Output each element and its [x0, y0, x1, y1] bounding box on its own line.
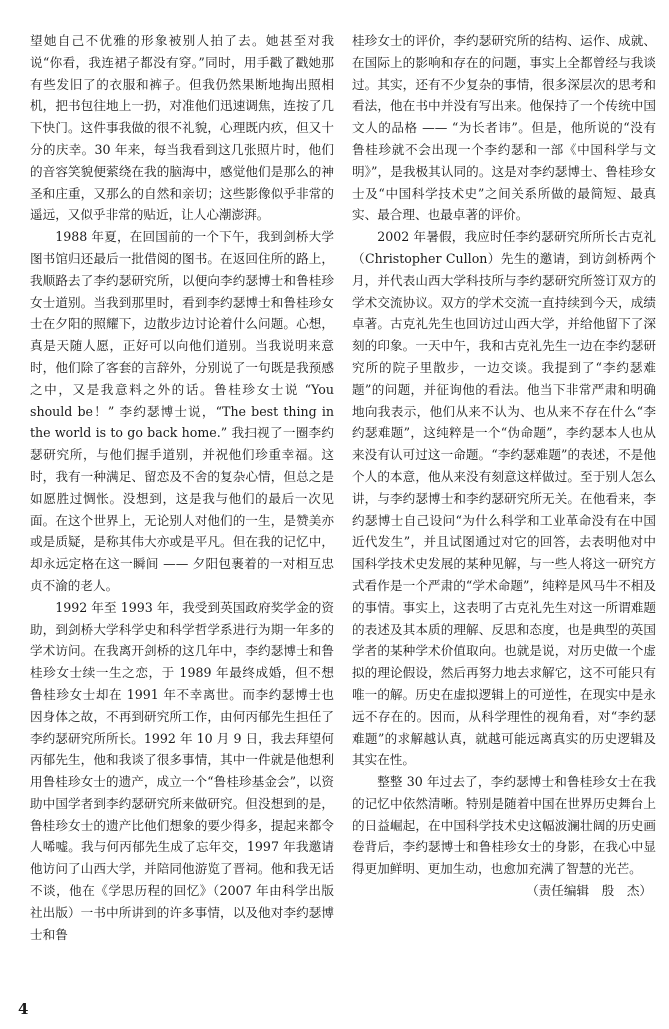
paragraph: 2002 年暑假，我应时任李约瑟研究所所长古克礼（Christopher Cullon）先生的邀请，到访剑桥两个月，并代表山西大学科技所与李约瑟研究所签订双方的学术交流协议。双方的学术交流一直持续到今天，成绩卓著。古克礼先生也回访过山西大学，并给他留下了深刻的印象。一天中午，我和古克礼先生一边在李约瑟研究所的院子里散步，一边交谈。我提到了“李约瑟难题”的问题，并征询他的看法。他当下非常严肃和明确地向我表示，他们从来不认为、也从来不存在什么“李约瑟难题”，这纯粹是一个“伪命题”，李约瑟本人也从来没有认可过这一命题。“李约瑟难题”的表述，不是他个人的本意，他从来没有刻意这样做过。至于别人怎么讲，与李约瑟博士和李约瑟研究所无关。在他看来，李约瑟博士自己设问“为什么科学和工业革命没有在中国近代发生”，并且试图通过对它的回答，去表明他对中国科学技术史发展的某种见解，与一些人将这一研究方式看作是一个严肃的“学术命题”，纯粹是风马牛不相及的事情。事实上，这表明了古克礼先生对这一所谓难题的表述及其本质的理解、反思和态度，也是典型的英国学者的某种学术价值取向。也就是说，对历史做一个虚拟的理论假设，然后再努力地去求解它，这不可能只有唯一的解。历史在虚拟逻辑上的可逆性，在现实中是永远不存在的。因而，从科学理性的视角看，对“李约瑟难题”的求解越认真，就越可能远离真实的历史逻辑及其实在性。 — [352, 229, 656, 768]
paragraph: 1988 年夏，在回国前的一个下午，我到剑桥大学图书馆归还最后一批借阅的图书。在返回住所的路上，我顺路去了李约瑟研究所，以便向李约瑟博士和鲁桂珍女士道别。当我到那里时，看到李约瑟博士和鲁桂珍女士在夕阳的照耀下，边散步边讨论着什么问题。心想，真是天随人愿，正好可以向他们道别。当我说明来意时，他们除了客套的言辞外，分别说了一句既是我预感之中，又是我意料之外的话。鲁桂珍女士说 “You should be！” 李约瑟博士说，“The best thing in the world is to go back home.” 我扫视了一圈李约瑟研究所，与他们握手道别，并祝他们珍重幸福。这时，我有一种满足、留恋及不舍的复杂心情，但总之是如愿胜过惆怅。没想到，这是我与他们的最后一次见面。在这个世界上，无论别人对他们的一生，是赞美亦或是质疑，是称其伟大亦或是平凡。但在我的记忆中，却永远定格在这一瞬间 —— 夕阳包裹着的一对相互忠贞不渝的老人。 — [30, 229, 334, 593]
page-number: 4 — [18, 1000, 29, 1018]
left-column — [30, 30, 334, 945]
editor-credit: （责任编辑 殷 杰） — [526, 883, 652, 899]
right-column — [352, 30, 656, 902]
paragraph: 1992 年至 1993 年，我受到英国政府奖学金的资助，到剑桥大学科学史和科学哲学系进行为期一年多的学术访问。在我离开剑桥的这几年中，李约瑟博士和鲁桂珍女士续一生之恋，于 1989 年最终成婚，但不想鲁桂珍女士却在 1991 年不幸离世。而李约瑟博士也因身体之故，不再到研究所工作，由何丙郁先生担任了李约瑟研究所所长。1992 年 10 月 9 日，我去拜望何丙郁先生，他和我谈了很多事情，其中一件就是他想利用鲁桂珍女士的遗产，成立一个“鲁桂珍基金会”，以资助中国学者到李约瑟研究所来做研究。但没想到的是，鲁桂珍女士的遗产比他们想象的要少得多，提起来都令人唏嘘。我与何丙郁先生成了忘年交，1997 年我邀请他访问了山西大学，并陪同他游览了晋祠。他和我无话不谈，他在《学思历程的回忆》（2007 年由科学出版社出版）一书中所讲到的许多事情，以及他对李约瑟博士和鲁 — [30, 599, 334, 942]
paragraph: 整整 30 年过去了，李约瑟博士和鲁桂珍女士在我的记忆中依然清晰。特别是随着中国在世界历史舞台上的日益崛起，在中国科学技术史这幅波澜壮阔的历史画卷背后，李约瑟博士和鲁桂珍女士的身影，在我心中显得更加鲜明、更加生动，也愈加充满了智慧的光芒。 — [352, 774, 656, 877]
paragraph: 桂珍女士的评价，李约瑟研究所的结构、运作、成就、在国际上的影响和存在的问题，事实上全都曾经与我谈过。其实，还有不少复杂的事情，很多深层次的思考和看法，他在书中并没有写出来。他保持了一个传统中国文人的品格 —— “为长者讳”。但是，他所说的“没有鲁桂珍就不会出现一个李约瑟和一部《中国科学与文明》”，是我极其认同的。这是对李约瑟博士、鲁桂珍女士及“中国科学技术史”之间关系所做的最简短、最真实、最合理、也最卓著的评价。 — [352, 33, 656, 223]
paragraph: 望她自己不优雅的形象被别人拍了去。她甚至对我说“你看，我连裙子都没有穿。”同时，用手戳了戳她那有些发旧了的衣服和裤子。但我仍然果断地掏出照相机，把书包往地上一扔，对准他们迅速调焦，连按了几下快门。这件事我做的很不礼貌，心理既内疚，但又十分的庆幸。30 年来，每当我看到这几张照片时，他们的音容笑貌便萦绕在我的脑海中，感觉他们是那么的神圣和庄重，又那么的自然和亲切；这些影像似乎非常的遥远，又似乎非常的贴近，让人心潮澎湃。 — [30, 33, 334, 223]
